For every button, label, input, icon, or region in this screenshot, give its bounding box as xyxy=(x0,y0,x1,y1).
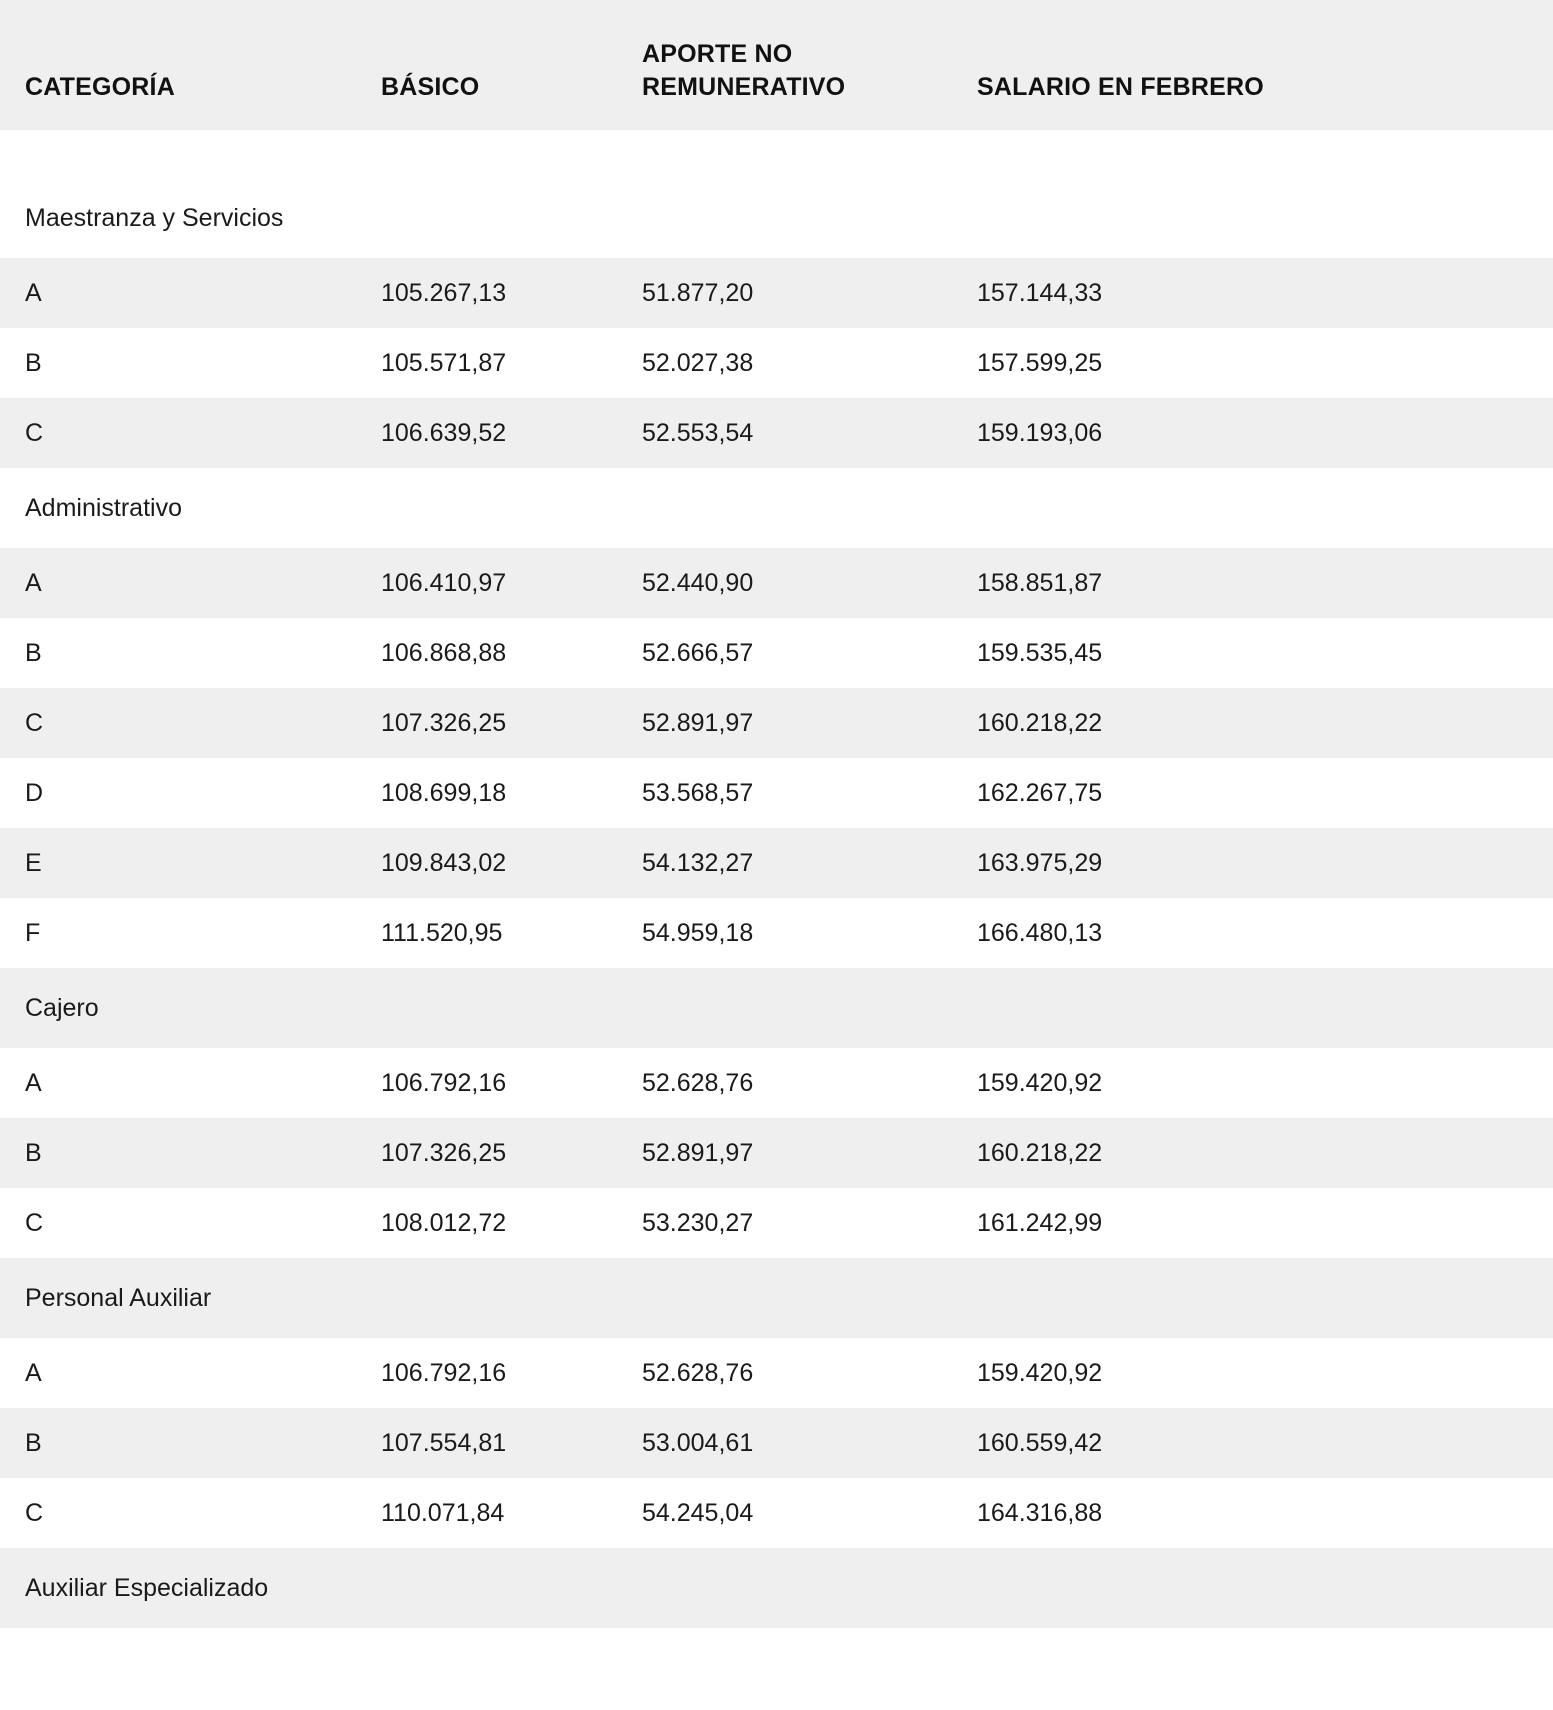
column-header-aporte-line-2: REMUNERATIVO xyxy=(642,73,846,101)
cell-salario-en-febrero: 160.218,22 xyxy=(977,1139,1103,1167)
cell-salario-en-febrero: 160.559,42 xyxy=(977,1429,1103,1457)
cell-salario-en-febrero xyxy=(977,178,1553,258)
spacer-cell xyxy=(642,130,977,178)
column-header-basico-label: BÁSICO xyxy=(381,73,480,101)
group-name: Administrativo xyxy=(25,494,182,522)
table-row xyxy=(0,548,1553,618)
cell-aporte-no-remunerativo: 52.891,97 xyxy=(642,1139,754,1167)
cell-salario-en-febrero: 164.316,88 xyxy=(977,1499,1103,1527)
table-row xyxy=(0,258,1553,328)
table-row xyxy=(0,1118,1553,1188)
cell-aporte-no-remunerativo xyxy=(642,178,977,258)
column-header-categoria xyxy=(0,0,381,130)
group-name: Auxiliar Especializado xyxy=(25,1574,269,1602)
cell-categoria: C xyxy=(25,1499,44,1527)
cell-aporte-no-remunerativo: 52.027,38 xyxy=(642,349,754,377)
cell-categoria: B xyxy=(25,639,42,667)
cell-categoria: F xyxy=(25,919,41,947)
cell-categoria: C xyxy=(25,1209,44,1237)
cell-categoria: C xyxy=(25,419,44,447)
table-header xyxy=(0,0,1553,130)
cell-categoria: C xyxy=(25,709,44,737)
table-group-row xyxy=(0,1548,1553,1628)
cell-aporte-no-remunerativo: 53.004,61 xyxy=(642,1429,754,1457)
group-name: Maestranza y Servicios xyxy=(25,204,284,232)
cell-categoria: E xyxy=(25,849,42,877)
spacer-cell xyxy=(0,130,381,178)
group-name: Personal Auxiliar xyxy=(25,1284,212,1312)
table-row xyxy=(0,618,1553,688)
cell-aporte-no-remunerativo: 53.568,57 xyxy=(642,779,754,807)
cell-basico: 106.410,97 xyxy=(381,569,507,597)
cell-salario-en-febrero: 162.267,75 xyxy=(977,779,1103,807)
cell-aporte-no-remunerativo: 52.553,54 xyxy=(642,419,754,447)
table-group-row xyxy=(0,178,1553,258)
cell-categoria: B xyxy=(25,1429,42,1457)
cell-salario-en-febrero xyxy=(977,968,1553,1048)
cell-salario-en-febrero: 157.144,33 xyxy=(977,279,1103,307)
cell-aporte-no-remunerativo xyxy=(642,1548,977,1628)
cell-basico: 106.868,88 xyxy=(381,639,507,667)
header-spacer-row xyxy=(0,130,1553,178)
cell-basico xyxy=(381,178,642,258)
group-name: Cajero xyxy=(25,994,99,1022)
cell-aporte-no-remunerativo: 52.440,90 xyxy=(642,569,754,597)
cell-basico: 108.012,72 xyxy=(381,1209,507,1237)
cell-basico: 105.267,13 xyxy=(381,279,507,307)
cell-aporte-no-remunerativo: 54.959,18 xyxy=(642,919,754,947)
cell-basico: 109.843,02 xyxy=(381,849,507,877)
column-header-salario-label: SALARIO EN FEBRERO xyxy=(977,73,1264,101)
cell-categoria: B xyxy=(25,349,42,377)
cell-salario-en-febrero xyxy=(977,1548,1553,1628)
column-header-categoria-label: CATEGORÍA xyxy=(25,73,175,101)
cell-salario-en-febrero: 163.975,29 xyxy=(977,849,1103,877)
cell-salario-en-febrero: 158.851,87 xyxy=(977,569,1103,597)
cell-salario-en-febrero xyxy=(977,1258,1553,1338)
cell-basico: 107.326,25 xyxy=(381,709,507,737)
cell-salario-en-febrero: 157.599,25 xyxy=(977,349,1103,377)
cell-basico xyxy=(381,1258,642,1338)
cell-salario-en-febrero xyxy=(977,468,1553,548)
table-row xyxy=(0,1478,1553,1548)
cell-basico xyxy=(381,468,642,548)
table-row xyxy=(0,1188,1553,1258)
cell-basico: 107.326,25 xyxy=(381,1139,507,1167)
table-group-row xyxy=(0,968,1553,1048)
table-row xyxy=(0,898,1553,968)
cell-salario-en-febrero: 159.535,45 xyxy=(977,639,1103,667)
cell-salario-en-febrero: 159.193,06 xyxy=(977,419,1103,447)
column-header-basico xyxy=(381,0,642,130)
cell-aporte-no-remunerativo: 54.132,27 xyxy=(642,849,754,877)
cell-basico: 110.071,84 xyxy=(381,1499,505,1527)
cell-categoria: A xyxy=(25,569,42,597)
cell-basico xyxy=(381,968,642,1048)
cell-salario-en-febrero: 161.242,99 xyxy=(977,1209,1103,1237)
cell-aporte-no-remunerativo: 51.877,20 xyxy=(642,279,754,307)
cell-categoria: B xyxy=(25,1139,42,1167)
cell-categoria: A xyxy=(25,279,42,307)
cell-aporte-no-remunerativo: 52.666,57 xyxy=(642,639,754,667)
cell-aporte-no-remunerativo xyxy=(642,468,977,548)
table-header-row xyxy=(0,0,1553,130)
cell-categoria: A xyxy=(25,1359,42,1387)
table-group-row xyxy=(0,1258,1553,1338)
cell-aporte-no-remunerativo xyxy=(642,1258,977,1338)
cell-aporte-no-remunerativo: 53.230,27 xyxy=(642,1209,754,1237)
table-row xyxy=(0,688,1553,758)
cell-aporte-no-remunerativo: 52.891,97 xyxy=(642,709,754,737)
cell-salario-en-febrero: 159.420,92 xyxy=(977,1359,1103,1387)
cell-aporte-no-remunerativo: 52.628,76 xyxy=(642,1359,754,1387)
cell-aporte-no-remunerativo: 54.245,04 xyxy=(642,1499,754,1527)
spacer-cell xyxy=(381,130,642,178)
cell-basico: 107.554,81 xyxy=(381,1429,507,1457)
column-header-salario-en-febrero xyxy=(977,0,1553,130)
spacer-cell xyxy=(977,130,1553,178)
column-header-aporte-line-1: APORTE NO xyxy=(642,40,793,68)
table-group-row xyxy=(0,468,1553,548)
table-row xyxy=(0,828,1553,898)
cell-salario-en-febrero: 159.420,92 xyxy=(977,1069,1103,1097)
table-row xyxy=(0,758,1553,828)
cell-basico: 108.699,18 xyxy=(381,779,507,807)
table-body xyxy=(0,130,1553,1628)
cell-basico xyxy=(381,1548,642,1628)
cell-categoria: D xyxy=(25,779,44,807)
cell-basico: 105.571,87 xyxy=(381,349,507,377)
cell-aporte-no-remunerativo: 52.628,76 xyxy=(642,1069,754,1097)
table-row xyxy=(0,398,1553,468)
cell-basico: 106.792,16 xyxy=(381,1359,507,1387)
table-row xyxy=(0,328,1553,398)
cell-categoria: A xyxy=(25,1069,42,1097)
cell-salario-en-febrero: 160.218,22 xyxy=(977,709,1103,737)
cell-salario-en-febrero: 166.480,13 xyxy=(977,919,1103,947)
column-header-aporte-no-remunerativo xyxy=(642,0,977,130)
cell-basico: 106.639,52 xyxy=(381,419,507,447)
cell-aporte-no-remunerativo xyxy=(642,968,977,1048)
cell-basico: 111.520,95 xyxy=(381,919,503,947)
table-row xyxy=(0,1408,1553,1478)
cell-basico: 106.792,16 xyxy=(381,1069,507,1097)
table-row xyxy=(0,1338,1553,1408)
table-row xyxy=(0,1048,1553,1118)
